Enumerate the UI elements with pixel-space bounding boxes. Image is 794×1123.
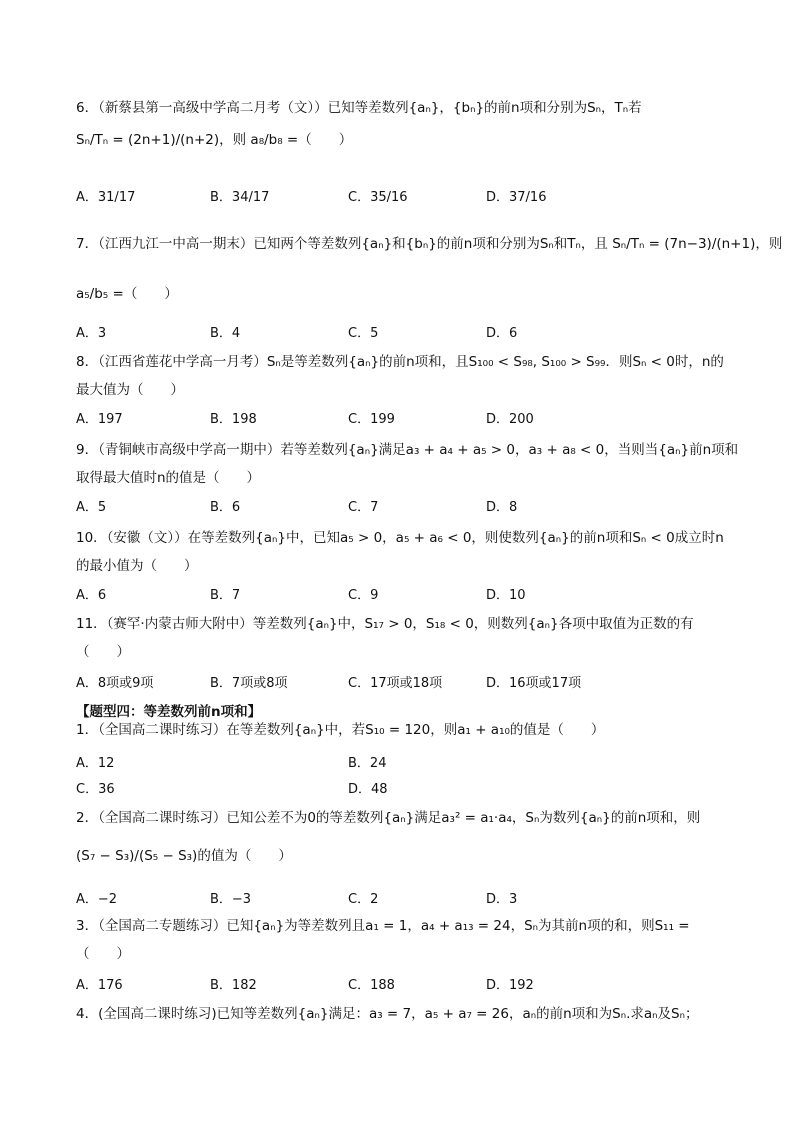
problem-9-line-1: 9．（青铜峡市高级中学高一期中）若等差数列{aₙ}满足a₃ + a₄ + a₅ > 0，a₃ + a₈ < 0，当则当{aₙ}前n项和 xyxy=(76,442,739,458)
section-problem-1-line-1: 1．（全国高二课时练习）在等差数列{aₙ}中，若S₁₀ = 120，则a₁ + a₁₀的值是（ ） xyxy=(76,722,605,738)
option-b[interactable]: B．24 xyxy=(348,756,387,771)
section-problem-3-text: （全国高二专题练习）已知{aₙ}为等差数列且a₁ = 1，a₄ + a₁₃ = 24，Sₙ为其前n项的和，则S₁₁ = xyxy=(98,918,690,934)
option-b[interactable]: B．182 xyxy=(210,978,257,993)
section-problem-2-options xyxy=(76,888,726,910)
problem-8-options xyxy=(76,408,726,430)
option-a[interactable]: A．3 xyxy=(76,326,107,341)
problem-6-line-2 xyxy=(76,130,726,150)
problem-9-options xyxy=(76,496,726,518)
option-d[interactable]: D．37/16 xyxy=(486,190,547,205)
section-problem-4-line-1: 4．(全国高二课时练习)已知等差数列{aₙ}满足：a₃ = 7，a₅ + a₇ = 26，aₙ的前n项和为Sₙ.求aₙ及Sₙ； xyxy=(76,1006,699,1022)
problem-8-text: （江西省莲花中学高一月考）Sₙ是等差数列{aₙ}的前n项和，且S₁₀₀ < S₉₈, S₁₀₀ > S₉₉．则Sₙ < 0时，n的 xyxy=(98,354,724,370)
problem-10-options xyxy=(76,584,726,606)
section-problem-2-line-2 xyxy=(76,846,726,866)
problem-7-formula: a₅/b₅ =（ ） xyxy=(76,286,178,302)
option-d[interactable]: D．16项或17项 xyxy=(486,676,582,691)
option-b[interactable]: B．34/17 xyxy=(210,190,270,205)
problem-7-line-2 xyxy=(76,284,726,304)
option-a[interactable]: A．197 xyxy=(76,412,123,427)
section-problem-4-text: (全国高二课时练习)已知等差数列{aₙ}满足：a₃ = 7，a₅ + a₇ = 26，aₙ的前n项和为Sₙ.求aₙ及Sₙ； xyxy=(98,1006,699,1022)
section-problem-2-formula: (S₇ − S₃)/(S₅ − S₃)的值为（ ） xyxy=(76,848,292,864)
problem-6-text: （新蔡县第一高级中学高二月考（文））已知等差数列{aₙ}，{bₙ}的前n项和分别为Sₙ，Tₙ若 xyxy=(98,100,642,116)
option-d[interactable]: D．3 xyxy=(486,892,518,907)
option-d[interactable]: D．6 xyxy=(486,326,518,341)
option-c[interactable]: C．199 xyxy=(348,412,395,427)
section-problem-1-options-row-1 xyxy=(76,752,726,774)
option-a[interactable]: A．6 xyxy=(76,588,107,603)
option-a[interactable]: A．−2 xyxy=(76,892,118,907)
problem-9-line-2: 取得最大值时n的值是（ ） xyxy=(76,470,261,486)
option-d[interactable]: D．200 xyxy=(486,412,534,427)
problem-11-line-2: （ ） xyxy=(76,644,130,660)
option-c[interactable]: C．7 xyxy=(348,500,379,515)
section-problem-1-text: （全国高二课时练习）在等差数列{aₙ}中，若S₁₀ = 120，则a₁ + a₁₀的值是（ ） xyxy=(98,722,605,738)
problem-10-line-2: 的最小值为（ ） xyxy=(76,558,198,574)
option-c[interactable]: C．5 xyxy=(348,326,379,341)
problem-9-text: （青铜峡市高级中学高一期中）若等差数列{aₙ}满足a₃ + a₄ + a₅ > 0，a₃ + a₈ < 0，当则当{aₙ}前n项和 xyxy=(98,442,739,458)
problem-11-line-1: 11．（赛罕·内蒙古师大附中）等差数列{aₙ}中，S₁₇ > 0，S₁₈ < 0，则数列{aₙ}各项中取值为正数的有 xyxy=(76,616,694,632)
option-b[interactable]: B．7 xyxy=(210,588,241,603)
option-c[interactable]: C．2 xyxy=(348,892,379,907)
problem-6-line-1: 6．（新蔡县第一高级中学高二月考（文））已知等差数列{aₙ}，{bₙ}的前n项和分别为Sₙ，Tₙ若 xyxy=(76,100,642,116)
problem-10-text: （安徽（文））在等差数列{aₙ}中，已知a₅ > 0，a₅ + a₆ < 0，则使数列{aₙ}的前n项和Sₙ < 0成立时n xyxy=(106,530,724,546)
problem-6-options xyxy=(76,186,726,208)
option-c[interactable]: C．188 xyxy=(348,978,395,993)
problem-11-options xyxy=(76,672,726,694)
option-b[interactable]: B．198 xyxy=(210,412,257,427)
option-d[interactable]: D．192 xyxy=(486,978,534,993)
section-problem-1-options-row-2 xyxy=(76,778,726,800)
option-c[interactable]: C．36 xyxy=(76,782,115,797)
section-problem-3-line-1: 3．（全国高二专题练习）已知{aₙ}为等差数列且a₁ = 1，a₄ + a₁₃ = 24，Sₙ为其前n项的和，则S₁₁ = xyxy=(76,918,690,934)
section-problem-2-line-1: 2．（全国高二课时练习）已知公差不为0的等差数列{aₙ}满足a₃² = a₁·a₄，Sₙ为数列{aₙ}的前n项和，则 xyxy=(76,810,701,826)
option-a[interactable]: A．12 xyxy=(76,756,115,771)
problem-11-text: （赛罕·内蒙古师大附中）等差数列{aₙ}中，S₁₇ > 0，S₁₈ < 0，则数列{aₙ}各项中取值为正数的有 xyxy=(106,616,694,632)
problem-8-line-2: 最大值为（ ） xyxy=(76,382,184,398)
problem-10-line-1: 10．（安徽（文））在等差数列{aₙ}中，已知a₅ > 0，a₅ + a₆ < 0，则使数列{aₙ}的前n项和Sₙ < 0成立时n xyxy=(76,530,724,546)
option-d[interactable]: D．10 xyxy=(486,588,526,603)
option-d[interactable]: D．8 xyxy=(486,500,518,515)
section-heading: 【题型四：等差数列前n项和】 xyxy=(76,704,262,720)
option-d[interactable]: D．48 xyxy=(348,782,388,797)
option-b[interactable]: B．6 xyxy=(210,500,241,515)
option-b[interactable]: B．−3 xyxy=(210,892,252,907)
problem-7-line-1: 7．（江西九江一中高一期末）已知两个等差数列{aₙ}和{bₙ}的前n项和分别为Sₙ和Tₙ，且 Sₙ/Tₙ = (7n−3)/(n+1)，则 xyxy=(76,236,783,252)
section-problem-3-line-2: （ ） xyxy=(76,946,130,962)
option-b[interactable]: B．7项或8项 xyxy=(210,676,288,691)
problem-7-options xyxy=(76,322,726,344)
option-a[interactable]: A．176 xyxy=(76,978,123,993)
option-a[interactable]: A．8项或9项 xyxy=(76,676,154,691)
problem-8-line-1: 8．（江西省莲花中学高一月考）Sₙ是等差数列{aₙ}的前n项和，且S₁₀₀ < S₉₈, S₁₀₀ > S₉₉．则Sₙ < 0时，n的 xyxy=(76,354,724,370)
option-b[interactable]: B．4 xyxy=(210,326,241,341)
problem-7-text: （江西九江一中高一期末）已知两个等差数列{aₙ}和{bₙ}的前n项和分别为Sₙ和Tₙ，且 Sₙ/Tₙ = (7n−3)/(n+1)，则 xyxy=(98,236,783,252)
section-problem-2-text: （全国高二课时练习）已知公差不为0的等差数列{aₙ}满足a₃² = a₁·a₄，Sₙ为数列{aₙ}的前n项和，则 xyxy=(98,810,701,826)
option-c[interactable]: C．17项或18项 xyxy=(348,676,443,691)
option-a[interactable]: A．31/17 xyxy=(76,190,136,205)
section-problem-3-options xyxy=(76,974,726,996)
option-c[interactable]: C．9 xyxy=(348,588,379,603)
problem-6-formula: Sₙ/Tₙ = (2n+1)/(n+2)，则 a₈/b₈ =（ ） xyxy=(76,132,353,148)
option-c[interactable]: C．35/16 xyxy=(348,190,408,205)
option-a[interactable]: A．5 xyxy=(76,500,107,515)
